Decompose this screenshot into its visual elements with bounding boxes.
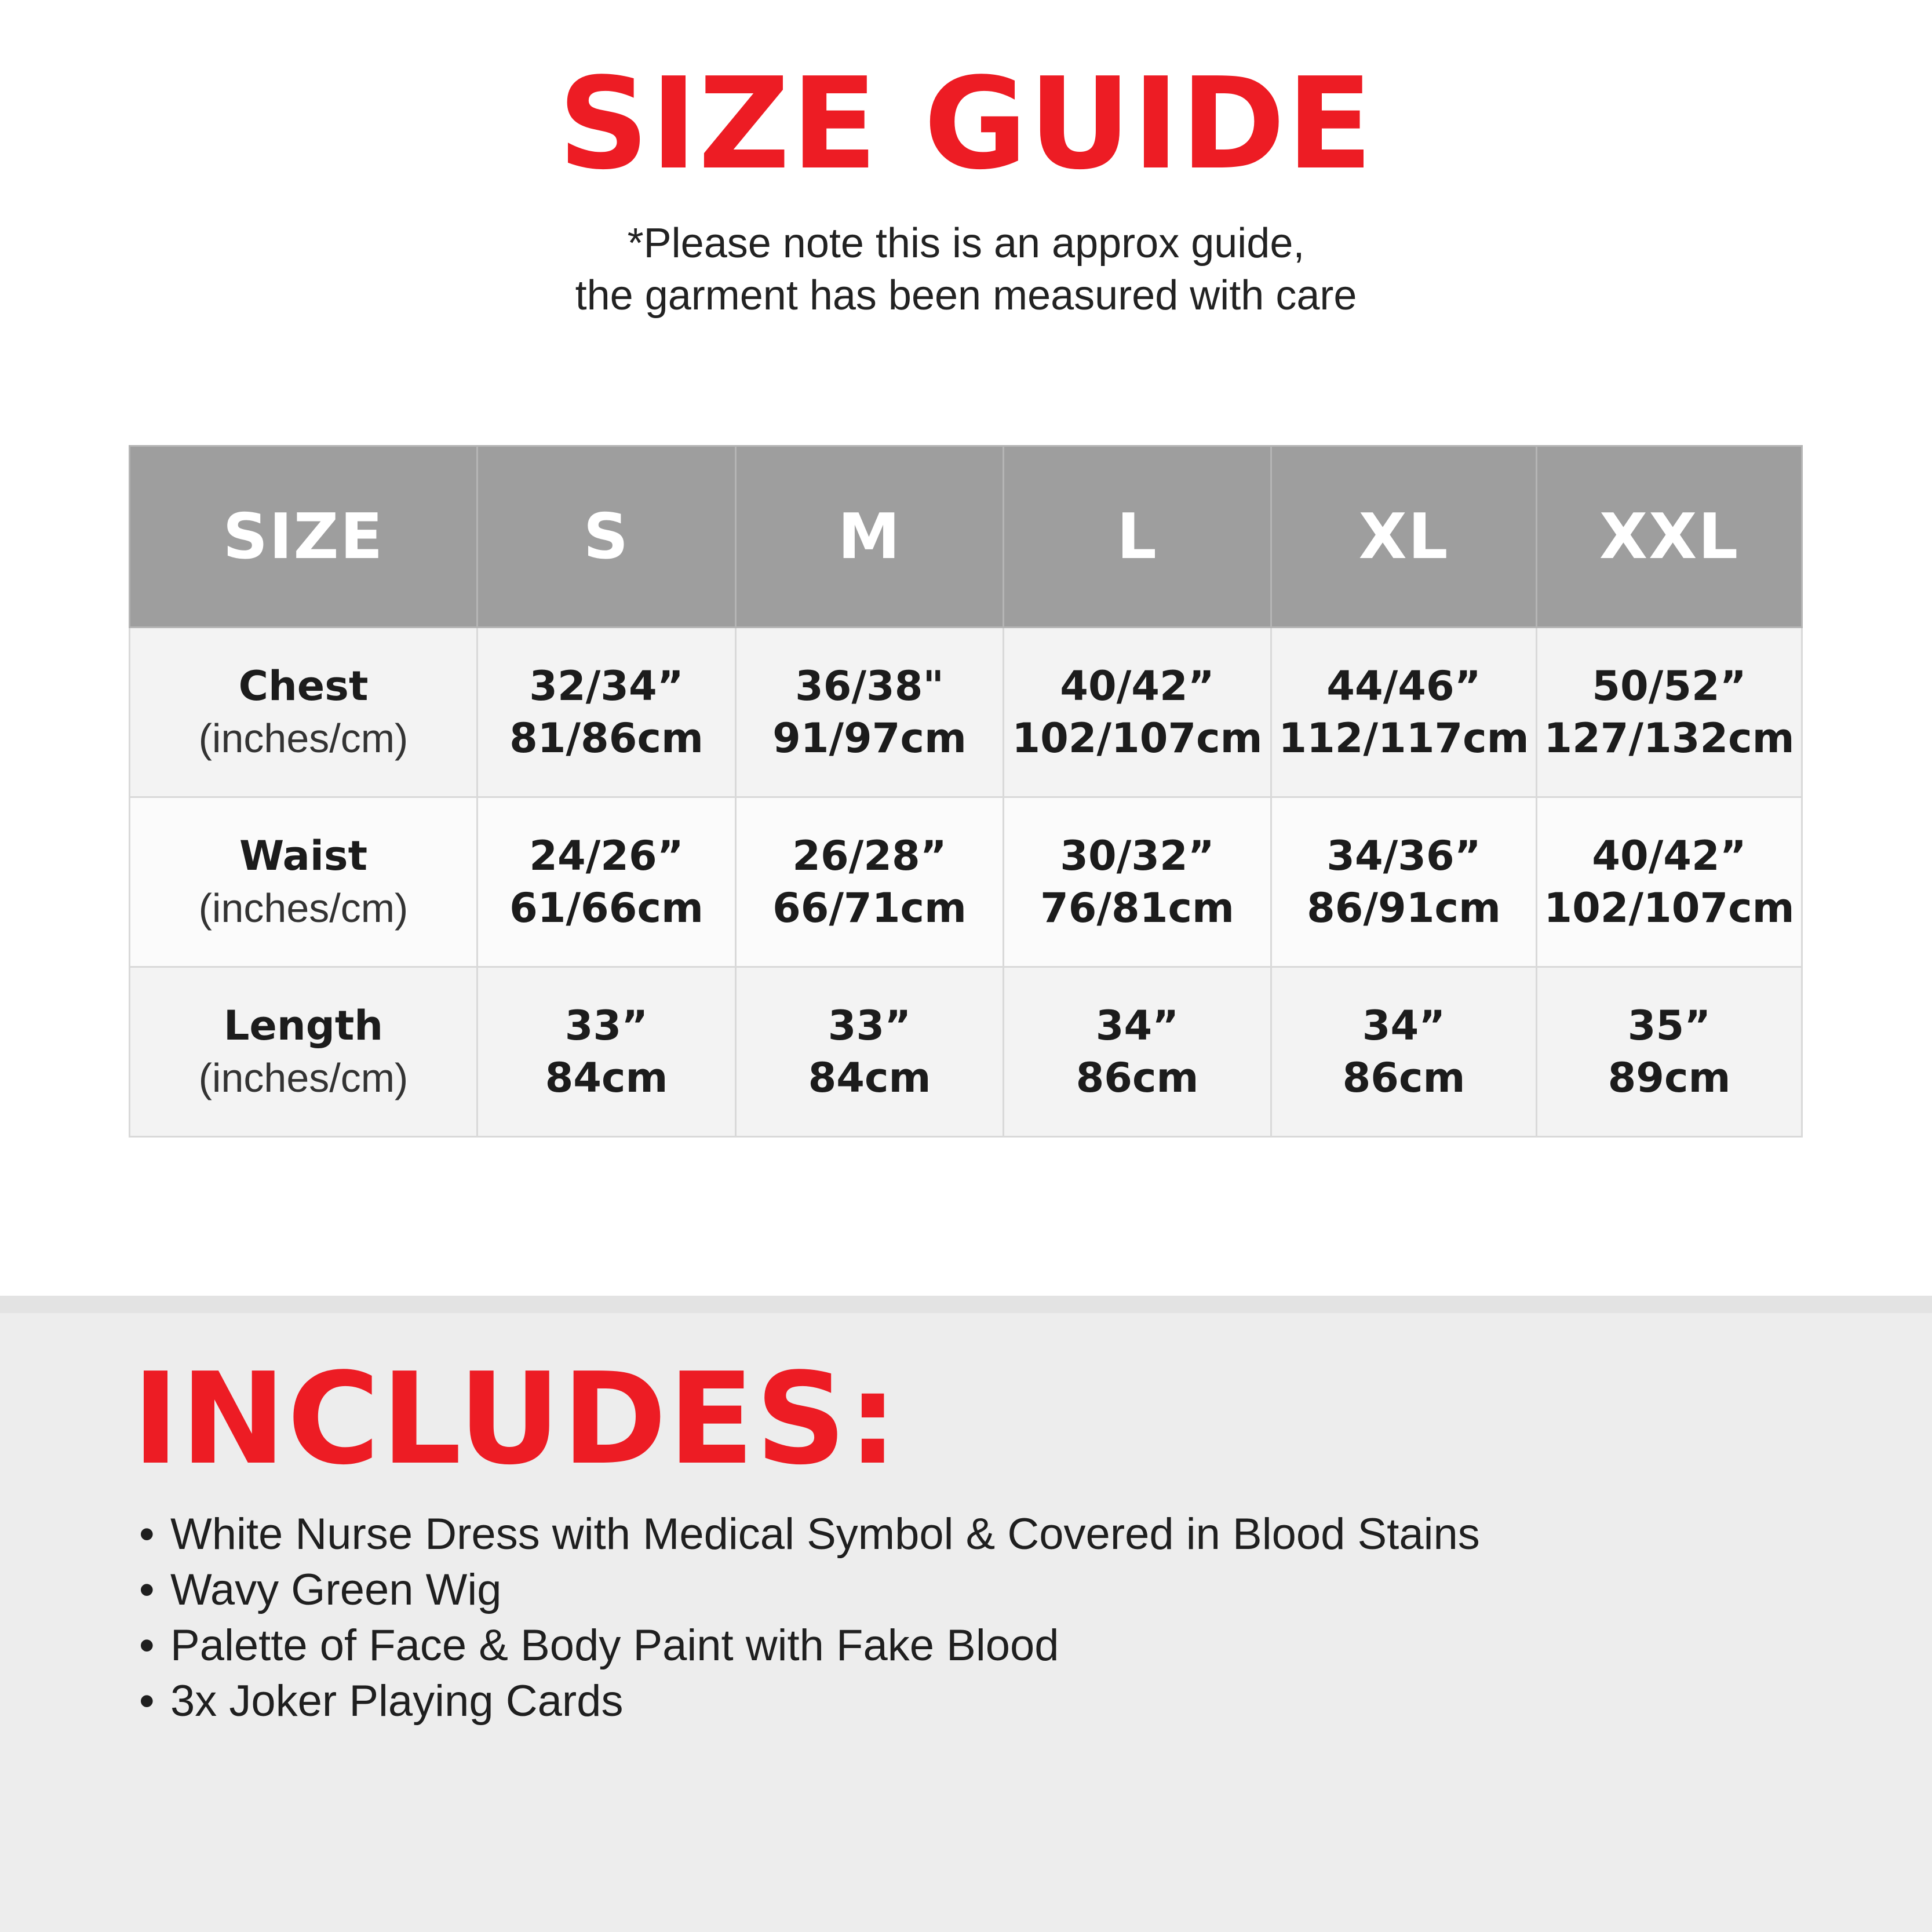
- note-line-2: the garment has been measured with care: [575, 272, 1357, 319]
- note-line-1: *Please note this is an approx guide,: [627, 220, 1305, 267]
- row-label-name: Waist: [239, 832, 368, 880]
- header-size: SIZE: [130, 446, 477, 628]
- inches-value: 34”: [1362, 1002, 1446, 1049]
- size-table: [129, 445, 1803, 1138]
- cm-value: 84cm: [545, 1054, 668, 1102]
- inches-value: 34/36”: [1326, 832, 1481, 880]
- header-l: L: [1004, 446, 1271, 628]
- table-row-length: [130, 967, 1802, 1137]
- inches-value: 44/46”: [1326, 662, 1481, 710]
- cm-value: 127/132cm: [1544, 715, 1795, 762]
- length-m-cell: [736, 967, 1004, 1137]
- cm-value: 102/107cm: [1012, 715, 1263, 762]
- cm-value: 89cm: [1607, 1054, 1731, 1102]
- length-xxl-cell: [1537, 967, 1802, 1137]
- row-label-chest: [130, 628, 477, 797]
- row-label-unit: (inches/cm): [198, 1055, 409, 1100]
- bullet-icon: •: [139, 1510, 155, 1559]
- cm-value: 86cm: [1342, 1054, 1466, 1102]
- row-label-waist: [130, 797, 477, 967]
- chest-l-cell: [1004, 628, 1271, 797]
- table-row-waist: [130, 797, 1802, 967]
- chest-xl-cell: [1271, 628, 1537, 797]
- bullet-icon: •: [139, 1565, 155, 1614]
- cm-value: 66/71cm: [772, 884, 967, 932]
- includes-list: [139, 1507, 1480, 1729]
- approx-guide-note: [0, 217, 1932, 322]
- cm-value: 76/81cm: [1040, 884, 1234, 932]
- cm-value: 86/91cm: [1307, 884, 1501, 932]
- header-m: M: [736, 446, 1004, 628]
- inches-value: 34”: [1095, 1002, 1179, 1049]
- inches-value: 35”: [1627, 1002, 1711, 1049]
- inches-value: 33”: [828, 1002, 912, 1049]
- row-label-unit: (inches/cm): [198, 885, 409, 931]
- length-xl-cell: [1271, 967, 1537, 1137]
- inches-value: 36/38": [795, 662, 944, 710]
- inches-value: 33”: [564, 1002, 648, 1049]
- row-label-unit: (inches/cm): [198, 716, 409, 761]
- inches-value: 24/26”: [529, 832, 684, 880]
- inches-value: 40/42”: [1592, 832, 1747, 880]
- table-row-chest: [130, 628, 1802, 797]
- cm-value: 102/107cm: [1544, 884, 1795, 932]
- inches-value: 50/52”: [1592, 662, 1747, 710]
- header-xxl: XXL: [1537, 446, 1802, 628]
- list-item: [139, 1562, 1480, 1618]
- inches-value: 40/42”: [1060, 662, 1215, 710]
- chest-m-cell: [736, 628, 1004, 797]
- cm-value: 81/86cm: [509, 715, 703, 762]
- waist-l-cell: [1004, 797, 1271, 967]
- list-item-text: Wavy Green Wig: [170, 1565, 502, 1614]
- waist-xl-cell: [1271, 797, 1537, 967]
- length-l-cell: [1004, 967, 1271, 1137]
- bullet-icon: •: [139, 1621, 155, 1670]
- list-item-text: White Nurse Dress with Medical Symbol & Covered in Blood Stains: [170, 1510, 1480, 1559]
- header-xl: XL: [1271, 446, 1537, 628]
- length-s-cell: [477, 967, 736, 1137]
- list-item: [139, 1674, 1480, 1729]
- list-item-text: Palette of Face & Body Paint with Fake Blood: [170, 1621, 1059, 1670]
- bullet-icon: •: [139, 1676, 155, 1726]
- page-title: SIZE GUIDE: [558, 51, 1374, 198]
- cm-value: 84cm: [808, 1054, 931, 1102]
- waist-xxl-cell: [1537, 797, 1802, 967]
- inches-value: 26/28”: [792, 832, 947, 880]
- list-item: [139, 1507, 1480, 1562]
- cm-value: 86cm: [1076, 1054, 1199, 1102]
- waist-m-cell: [736, 797, 1004, 967]
- inches-value: 30/32”: [1060, 832, 1215, 880]
- cm-value: 112/117cm: [1278, 715, 1529, 762]
- includes-title: INCLUDES:: [132, 1346, 899, 1493]
- inches-value: 32/34”: [529, 662, 684, 710]
- list-item: [139, 1618, 1480, 1674]
- row-label-name: Length: [223, 1002, 384, 1049]
- chest-xxl-cell: [1537, 628, 1802, 797]
- row-label-length: [130, 967, 477, 1137]
- size-table-header-row: [130, 446, 1802, 628]
- list-item-text: 3x Joker Playing Cards: [170, 1676, 624, 1726]
- cm-value: 61/66cm: [509, 884, 703, 932]
- cm-value: 91/97cm: [772, 715, 967, 762]
- chest-s-cell: [477, 628, 736, 797]
- waist-s-cell: [477, 797, 736, 967]
- header-s: S: [477, 446, 736, 628]
- row-label-name: Chest: [238, 662, 369, 710]
